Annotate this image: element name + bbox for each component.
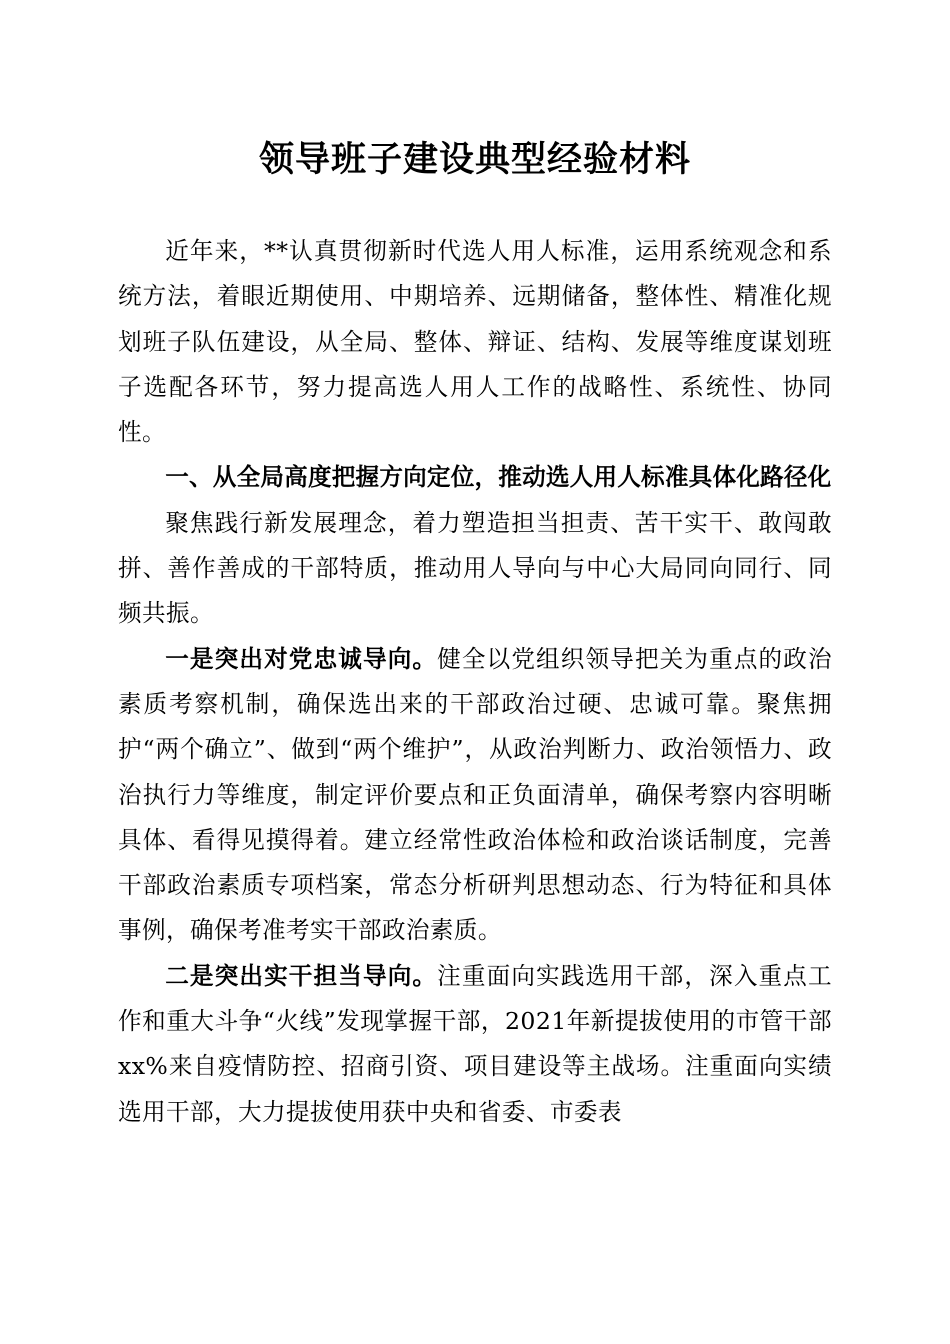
item-1-lead: 一是突出对党忠诚导向。 (165, 644, 438, 673)
section-1-paragraph: 聚焦践行新发展理念，着力塑造担当担责、苦干实干、敢闯敢拼、善作善成的干部特质，推动用人导向与中心大局同向同行、同频共振。 (118, 508, 832, 628)
document-body (118, 229, 832, 1135)
document-title: 领导班子建设典型经验材料 (258, 139, 691, 180)
item-1-text: 健全以党组织领导把关为重点的政治素质考察机制，确保选出来的干部政治过硬、忠诚可靠。聚焦拥护“两个确立”、做到“两个维护”，从政治判断力、政治领悟力、政治执行力等维度，制定评价要点和正负面清单，确保考察内容明晰具体、看得见摸得着。建立经常性政治体检和政治谈话制度，完善干部政治素质专项档案，常态分析研判思想动态、行为特征和具体事例，确保考准考实干部政治素质。 (118, 644, 832, 945)
section-1-item-2 (118, 954, 832, 1135)
section-1-heading: 一、从全局高度把握方向定位，推动选人用人标准具体化路径化 (165, 463, 832, 492)
item-2-lead: 二是突出实干担当导向。 (165, 961, 438, 990)
intro-paragraph: 近年来，**认真贯彻新时代选人用人标准，运用系统观念和系统方法，着眼近期使用、中期培养、远期储备，整体性、精准化规划班子队伍建设，从全局、整体、辩证、结构、发展等维度谋划班子选配各环节，努力提高选人用人工作的战略性、系统性、协同性。 (118, 237, 832, 447)
section-1-item-1 (118, 637, 832, 954)
item-2-text: 注重面向实践选用干部，深入重点工作和重大斗争“火线”发现掌握干部，2021年新提拔使用的市管干部xx%来自疫情防控、招商引资、项目建设等主战场。注重面向实绩选用干部，大力提拔使用获中央和省委、市委表 (118, 961, 832, 1126)
